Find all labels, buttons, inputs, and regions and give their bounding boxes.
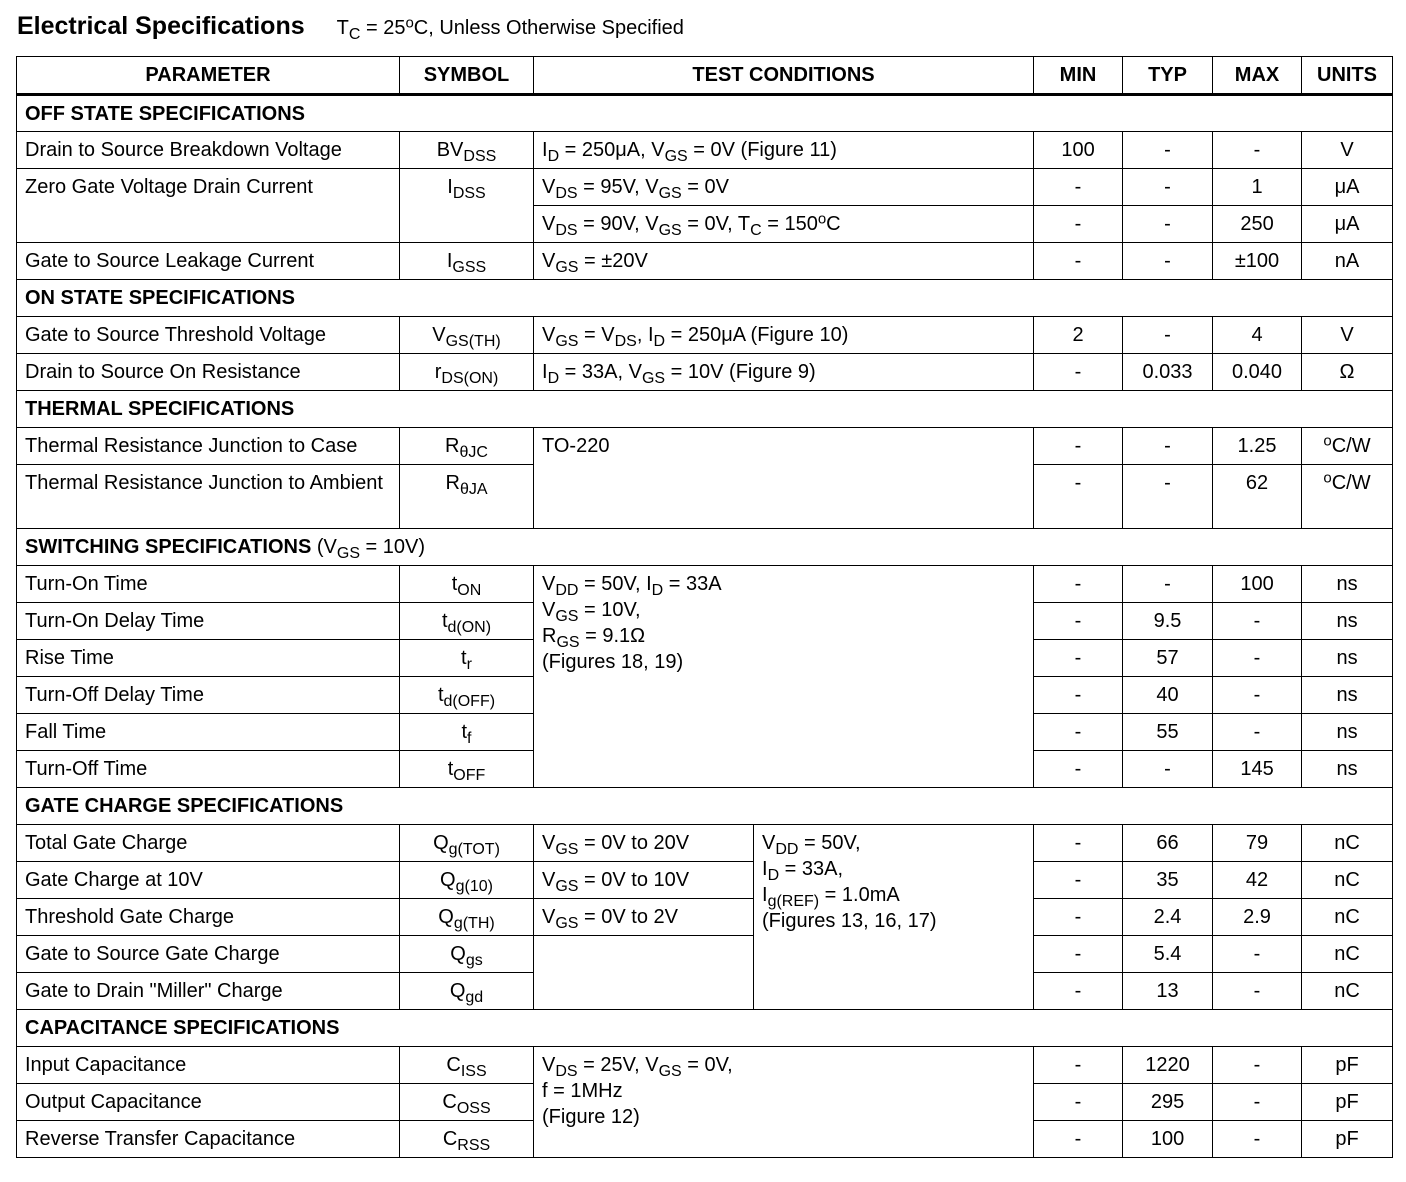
units-cell: ns <box>1302 751 1393 788</box>
section-title: GATE CHARGE SPECIFICATIONS <box>17 788 1393 825</box>
section-title: ON STATE SPECIFICATIONS <box>17 280 1393 317</box>
units-cell: nA <box>1302 243 1393 280</box>
typ-cell: 40 <box>1123 677 1213 714</box>
param-cell: Gate to Source Threshold Voltage <box>17 317 400 354</box>
param-cell: Gate to Source Gate Charge <box>17 936 400 973</box>
symbol-cell: $I_{DSS}$ <box>400 169 534 243</box>
typ-cell: - <box>1123 566 1213 603</box>
min-cell: - <box>1034 243 1123 280</box>
min-cell: - <box>1034 1047 1123 1084</box>
header-row <box>17 57 1393 95</box>
typ-cell: 66 <box>1123 825 1213 862</box>
typ-cell: - <box>1123 243 1213 280</box>
units-cell: nC <box>1302 825 1393 862</box>
cond-line: (Figures 13, 16, 17) <box>762 910 937 932</box>
min-cell: - <box>1034 169 1123 206</box>
symbol-cell: $Q_{gs}$ <box>400 936 534 973</box>
symbol-cell: $C_{RSS}$ <box>400 1121 534 1158</box>
param-cell: Gate to Source Leakage Current <box>17 243 400 280</box>
condition-cell: TO-220 <box>534 428 1034 529</box>
units-cell: nC <box>1302 862 1393 899</box>
condition-cell: $I_D = 250\mu A$, $V_{GS} = 0V$ (Figure 11) <box>534 132 1034 169</box>
typ-cell: - <box>1123 169 1213 206</box>
symbol-cell: $t_{d(OFF)}$ <box>400 677 534 714</box>
min-cell: - <box>1034 714 1123 751</box>
max-cell: - <box>1213 936 1302 973</box>
max-cell: 250 <box>1213 206 1302 243</box>
max-cell: - <box>1213 603 1302 640</box>
typ-cell: 100 <box>1123 1121 1213 1158</box>
typ-cell: - <box>1123 751 1213 788</box>
typ-cell: - <box>1123 132 1213 169</box>
symbol-cell: $Q_{g(TOT)}$ <box>400 825 534 862</box>
param-cell: Zero Gate Voltage Drain Current <box>17 169 400 243</box>
cond-line: (Figure 12) <box>542 1106 640 1128</box>
min-cell: - <box>1034 640 1123 677</box>
units-cell: V <box>1302 317 1393 354</box>
table-row <box>17 1047 1393 1084</box>
units-cell: ns <box>1302 677 1393 714</box>
param-cell: Thermal Resistance Junction to Case <box>17 428 400 465</box>
header-typ: TYP <box>1123 57 1213 95</box>
cond-line: $V_{DD} = 50V$, $I_D = 33A$ <box>542 573 722 599</box>
header <box>17 12 684 48</box>
gate-condition-cell <box>754 825 1034 1010</box>
cond-line: $I_{g(REF)} = 1.0mA$ <box>762 884 900 910</box>
condition-cell: $V_{DS} = 90V$, $V_{GS} = 0V$, $T_C = 150^oC$ <box>534 206 1034 243</box>
param-cell: Gate to Drain "Miller" Charge <box>17 973 400 1010</box>
typ-cell: 13 <box>1123 973 1213 1010</box>
symbol-cell: $I_{GSS}$ <box>400 243 534 280</box>
header-test-conditions: TEST CONDITIONS <box>534 57 1034 95</box>
table-row <box>17 862 1393 899</box>
max-cell: 4 <box>1213 317 1302 354</box>
header-max: MAX <box>1213 57 1302 95</box>
min-cell: - <box>1034 354 1123 391</box>
max-cell: 0.040 <box>1213 354 1302 391</box>
units-cell: nC <box>1302 936 1393 973</box>
max-cell: - <box>1213 1084 1302 1121</box>
section-gate-charge <box>17 788 1393 825</box>
switching-condition-cell <box>534 566 1034 788</box>
min-cell: - <box>1034 862 1123 899</box>
symbol-cell: $t_{OFF}$ <box>400 751 534 788</box>
typ-cell: 57 <box>1123 640 1213 677</box>
min-cell: - <box>1034 1121 1123 1158</box>
param-cell: Thermal Resistance Junction to Ambient <box>17 465 400 529</box>
symbol-cell: $t_{ON}$ <box>400 566 534 603</box>
max-cell: ±100 <box>1213 243 1302 280</box>
section-title: OFF STATE SPECIFICATIONS <box>17 95 1393 132</box>
table-row <box>17 428 1393 465</box>
typ-cell: - <box>1123 317 1213 354</box>
units-cell: pF <box>1302 1047 1393 1084</box>
symbol-cell: $V_{GS(TH)}$ <box>400 317 534 354</box>
table-row <box>17 354 1393 391</box>
symbol-cell: $R_{\theta JA}$ <box>400 465 534 529</box>
condition-cell: $V_{GS} = 0V$ to 20V <box>534 825 754 862</box>
table-row <box>17 825 1393 862</box>
min-cell: - <box>1034 825 1123 862</box>
min-cell: - <box>1034 603 1123 640</box>
min-cell: - <box>1034 566 1123 603</box>
min-cell: - <box>1034 677 1123 714</box>
section-switching <box>17 529 1393 566</box>
param-cell: Input Capacitance <box>17 1047 400 1084</box>
units-cell: μA <box>1302 206 1393 243</box>
symbol-cell: $C_{OSS}$ <box>400 1084 534 1121</box>
typ-cell: - <box>1123 428 1213 465</box>
units-cell: V <box>1302 132 1393 169</box>
section-thermal <box>17 391 1393 428</box>
table-row <box>17 169 1393 206</box>
typ-cell: 295 <box>1123 1084 1213 1121</box>
spec-table <box>16 56 1393 1158</box>
param-cell: Drain to Source On Resistance <box>17 354 400 391</box>
units-cell: $^o$C/W <box>1302 428 1393 465</box>
condition-cell-empty <box>534 936 754 1010</box>
min-cell: - <box>1034 465 1123 529</box>
min-cell: - <box>1034 1084 1123 1121</box>
table-row <box>17 899 1393 936</box>
condition-cell: $V_{GS} = \pm 20V$ <box>534 243 1034 280</box>
typ-cell: 55 <box>1123 714 1213 751</box>
typ-cell: 35 <box>1123 862 1213 899</box>
typ-cell: 2.4 <box>1123 899 1213 936</box>
header-units: UNITS <box>1302 57 1393 95</box>
units-cell: ns <box>1302 566 1393 603</box>
min-cell: - <box>1034 973 1123 1010</box>
typ-cell: 0.033 <box>1123 354 1213 391</box>
units-cell: ns <box>1302 640 1393 677</box>
symbol-cell: $r_{DS(ON)}$ <box>400 354 534 391</box>
page-title: Electrical Specifications <box>17 12 305 40</box>
condition-cell: $V_{DS} = 95V$, $V_{GS} = 0V$ <box>534 169 1034 206</box>
cond-line: (Figures 18, 19) <box>542 651 684 673</box>
param-cell: Turn-On Time <box>17 566 400 603</box>
condition-cell: $V_{GS} = 0V$ to 2V <box>534 899 754 936</box>
max-cell: - <box>1213 973 1302 1010</box>
max-cell: 42 <box>1213 862 1302 899</box>
symbol-cell: $Q_{gd}$ <box>400 973 534 1010</box>
units-cell: $^o$C/W <box>1302 465 1393 529</box>
param-cell: Fall Time <box>17 714 400 751</box>
header-min: MIN <box>1034 57 1123 95</box>
min-cell: 2 <box>1034 317 1123 354</box>
typ-cell: - <box>1123 206 1213 243</box>
param-cell: Turn-On Delay Time <box>17 603 400 640</box>
max-cell: 100 <box>1213 566 1302 603</box>
units-cell: pF <box>1302 1084 1393 1121</box>
min-cell: 100 <box>1034 132 1123 169</box>
units-cell: pF <box>1302 1121 1393 1158</box>
units-cell: ns <box>1302 714 1393 751</box>
param-cell: Turn-Off Time <box>17 751 400 788</box>
param-cell: Reverse Transfer Capacitance <box>17 1121 400 1158</box>
symbol-cell: $Q_{g(TH)}$ <box>400 899 534 936</box>
param-cell: Threshold Gate Charge <box>17 899 400 936</box>
table-row <box>17 132 1393 169</box>
table-row <box>17 243 1393 280</box>
param-cell: Gate Charge at 10V <box>17 862 400 899</box>
cond-line: $V_{DS} = 25V$, $V_{GS} = 0V$, <box>542 1054 733 1080</box>
condition-cell: $V_{GS} = 0V$ to 10V <box>534 862 754 899</box>
cond-line: $I_D = 33A$, <box>762 858 844 884</box>
table-row <box>17 936 1393 973</box>
max-cell: 1.25 <box>1213 428 1302 465</box>
max-cell: - <box>1213 714 1302 751</box>
max-cell: - <box>1213 640 1302 677</box>
units-cell: ns <box>1302 603 1393 640</box>
max-cell: 62 <box>1213 465 1302 529</box>
symbol-cell: $BV_{DSS}$ <box>400 132 534 169</box>
symbol-cell: $t_r$ <box>400 640 534 677</box>
typ-cell: 9.5 <box>1123 603 1213 640</box>
cond-line: $V_{DD} = 50V$, <box>762 832 861 858</box>
max-cell: 2.9 <box>1213 899 1302 936</box>
max-cell: - <box>1213 1047 1302 1084</box>
cond-line: $R_{GS} = 9.1\Omega$ <box>542 625 646 651</box>
max-cell: 145 <box>1213 751 1302 788</box>
cond-line: $V_{GS} = 10V$, <box>542 599 641 625</box>
header-symbol: SYMBOL <box>400 57 534 95</box>
units-cell: nC <box>1302 973 1393 1010</box>
max-cell: - <box>1213 1121 1302 1158</box>
param-cell: Rise Time <box>17 640 400 677</box>
min-cell: - <box>1034 428 1123 465</box>
symbol-cell: $Q_{g(10)}$ <box>400 862 534 899</box>
min-cell: - <box>1034 751 1123 788</box>
section-title: THERMAL SPECIFICATIONS <box>17 391 1393 428</box>
header-parameter: PARAMETER <box>17 57 400 95</box>
condition-cell: $I_D = 33A$, $V_{GS} = 10V$ (Figure 9) <box>534 354 1034 391</box>
typ-cell: 1220 <box>1123 1047 1213 1084</box>
section-off-state <box>17 95 1393 132</box>
condition-cell: $V_{GS} = V_{DS}$, $I_D = 250\mu A$ (Figure 10) <box>534 317 1034 354</box>
max-cell: - <box>1213 677 1302 714</box>
section-on-state <box>17 280 1393 317</box>
symbol-cell: $t_f$ <box>400 714 534 751</box>
units-cell: nC <box>1302 899 1393 936</box>
param-cell: Drain to Source Breakdown Voltage <box>17 132 400 169</box>
param-cell: Output Capacitance <box>17 1084 400 1121</box>
min-cell: - <box>1034 206 1123 243</box>
param-cell: Turn-Off Delay Time <box>17 677 400 714</box>
min-cell: - <box>1034 936 1123 973</box>
cond-line: f = 1MHz <box>542 1080 623 1102</box>
min-cell: - <box>1034 899 1123 936</box>
units-cell: μA <box>1302 169 1393 206</box>
section-capacitance <box>17 1010 1393 1047</box>
symbol-cell: $R_{\theta JC}$ <box>400 428 534 465</box>
max-cell: 1 <box>1213 169 1302 206</box>
symbol-cell: $C_{ISS}$ <box>400 1047 534 1084</box>
section-title: SWITCHING SPECIFICATIONS $(V_{GS} = 10V)$ <box>17 529 1393 566</box>
typ-cell: - <box>1123 465 1213 529</box>
max-cell: - <box>1213 132 1302 169</box>
typ-cell: 5.4 <box>1123 936 1213 973</box>
table-row <box>17 317 1393 354</box>
page-subtitle: $T_C = 25^oC$, Unless Otherwise Specified <box>336 14 684 43</box>
max-cell: 79 <box>1213 825 1302 862</box>
param-cell: Total Gate Charge <box>17 825 400 862</box>
symbol-cell: $t_{d(ON)}$ <box>400 603 534 640</box>
units-cell: Ω <box>1302 354 1393 391</box>
capacitance-condition-cell <box>534 1047 1034 1158</box>
table-row <box>17 566 1393 603</box>
section-title: CAPACITANCE SPECIFICATIONS <box>17 1010 1393 1047</box>
